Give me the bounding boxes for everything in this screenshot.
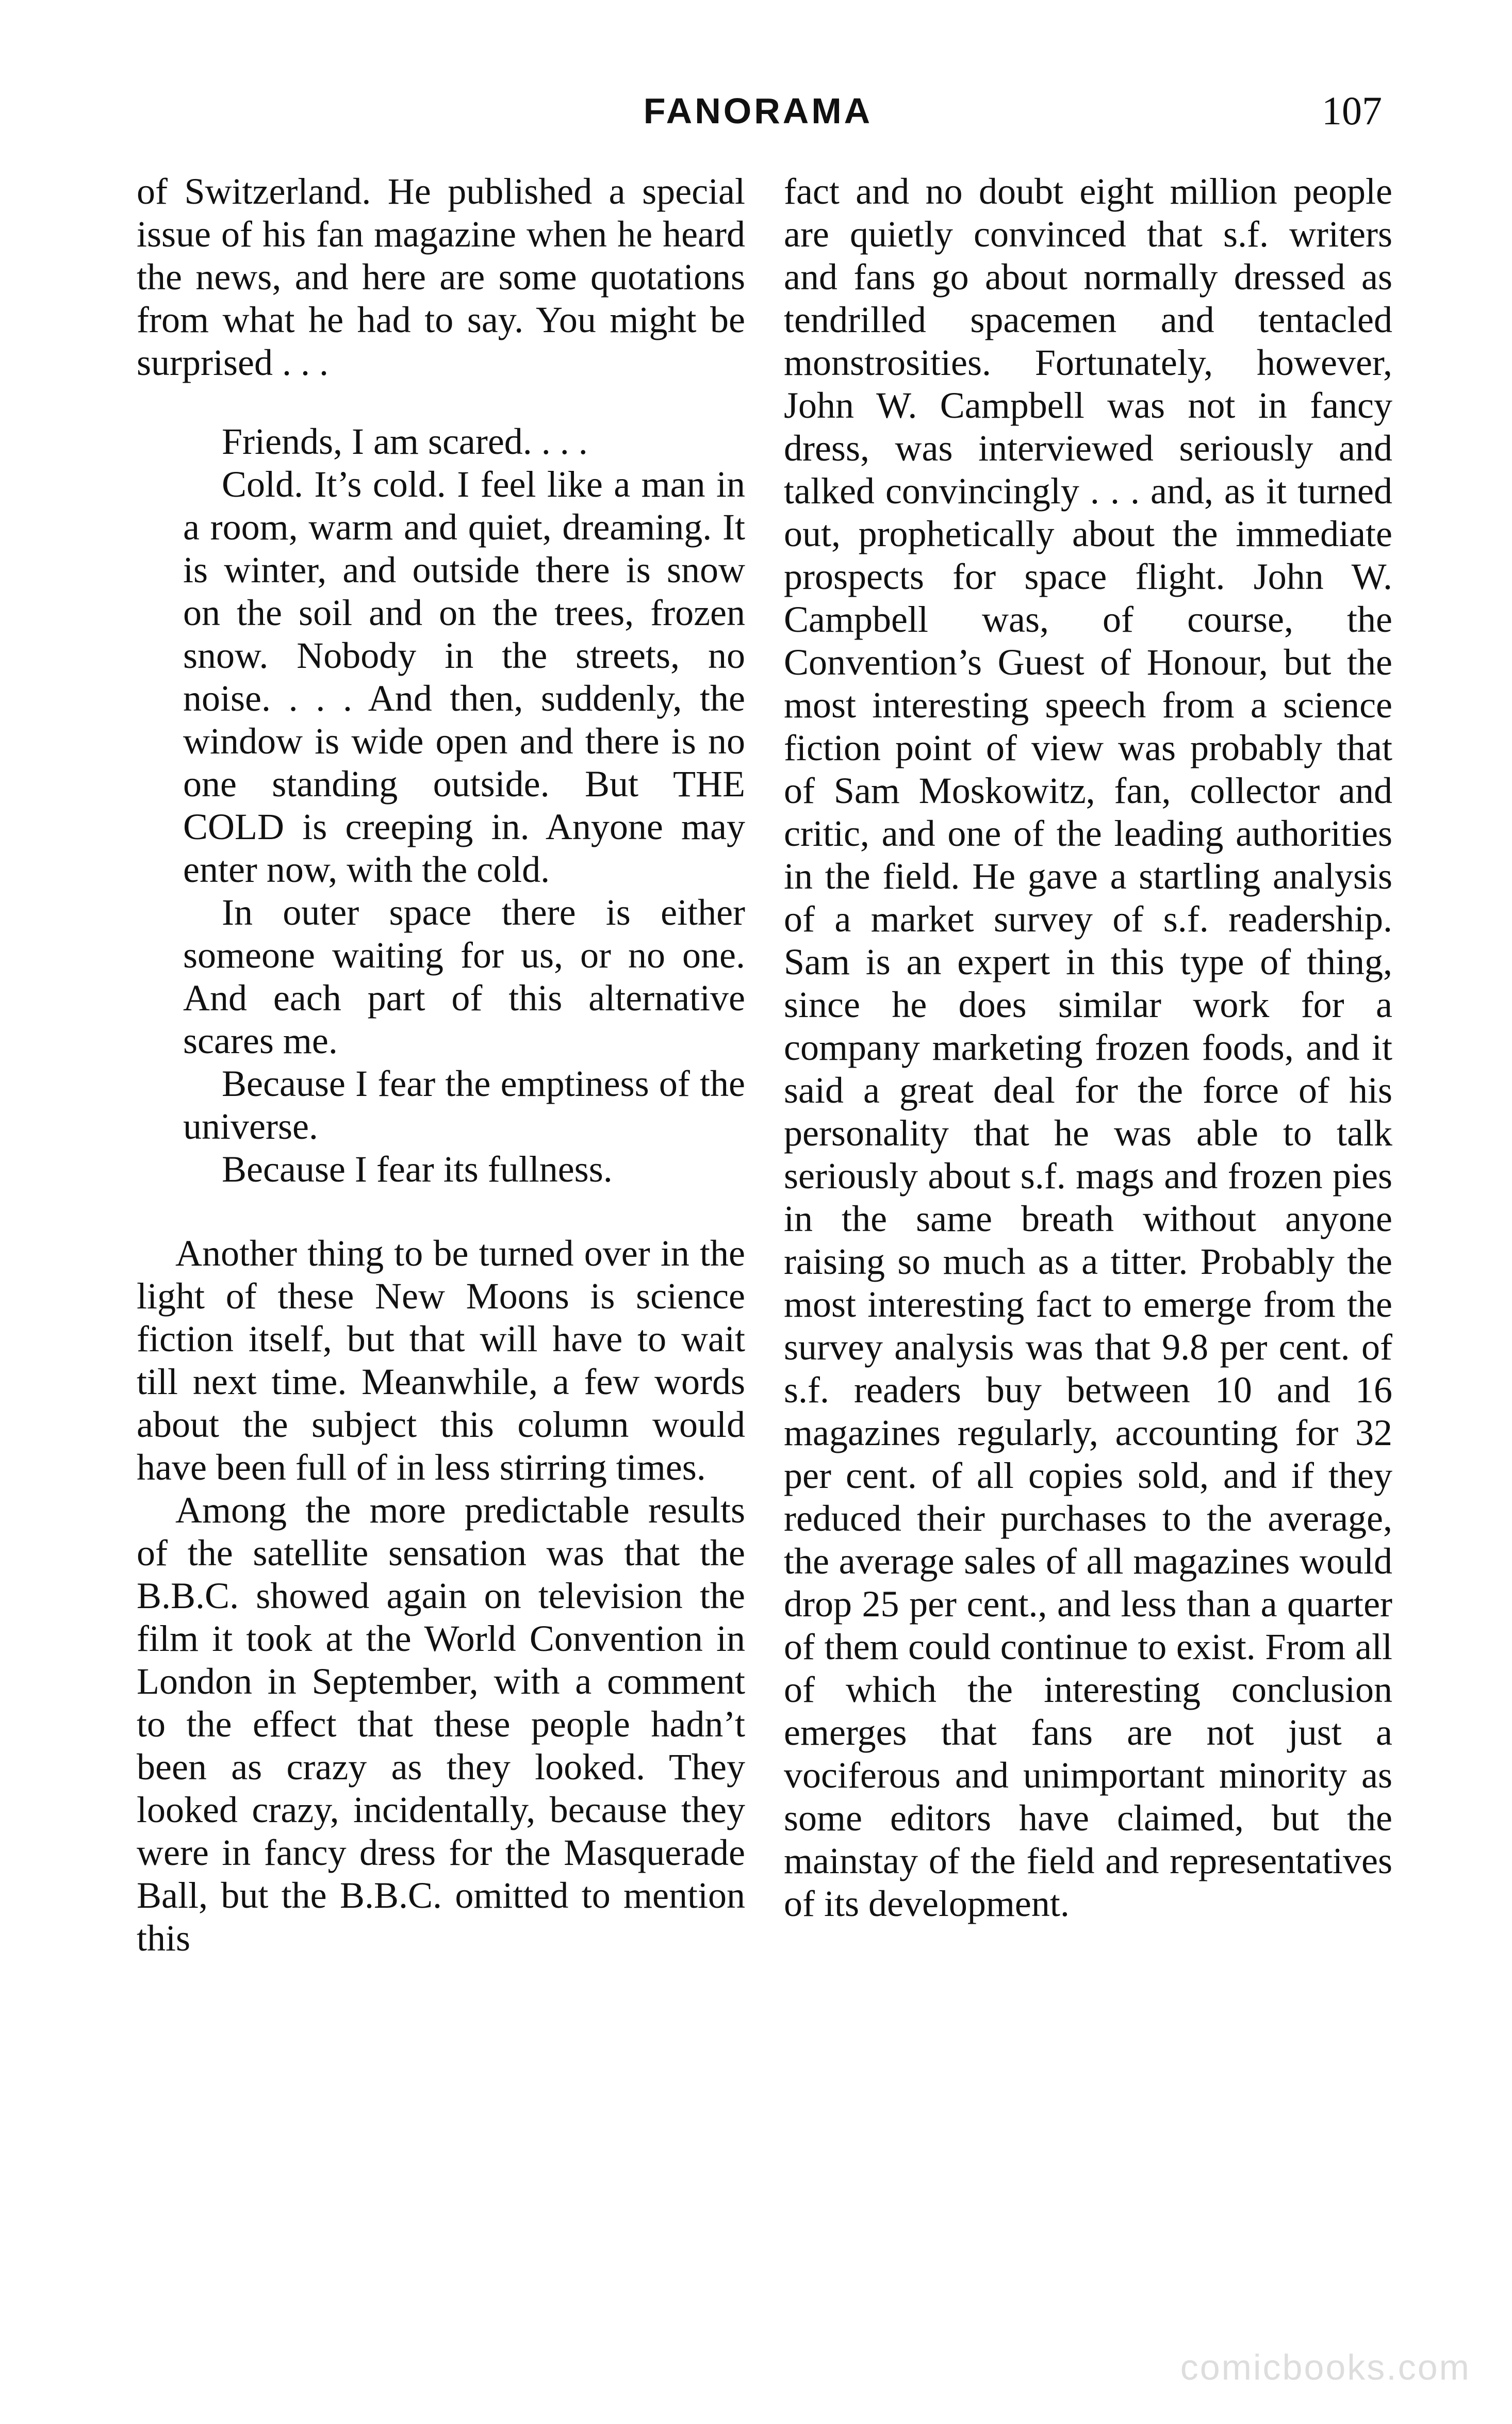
quote-paragraph-5: Because I fear its fullness. <box>222 1149 613 1190</box>
quote-line-1: Friends, I am scared. . . . <box>222 421 588 462</box>
quote-paragraph-3: In outer space there is either someone waiting for us, or no one. And each part of this alternative scares me. <box>183 892 745 1061</box>
new-moons-paragraph: Another thing to be turned over in the light of these New Moons is science fiction itself, but that will have to wait till next time. Meanwhile, a few words about the subject this column would have been full of in less stirring times. <box>137 1233 745 1488</box>
site-watermark: comicbooks.com <box>1180 2347 1471 2387</box>
page-header <box>134 83 1382 139</box>
block-quote <box>137 420 745 1191</box>
page-number: 107 <box>1322 88 1382 133</box>
quote-paragraph-2: Cold. It’s cold. I feel like a man in a room, warm and quiet, dreaming. It is winter, and outside there is snow on the soil and on the trees, frozen snow. Nobody in the streets, no noise. . . . And then, suddenly, the window is wide open and there is no one standing outside. But THE COLD is creeping in. Anyone may enter now, with the cold. <box>183 464 745 890</box>
intro-paragraph: of Switzerland. He published a special issue of his fan magazine when he heard the news, and here are some quotations from what he had to say. You might be surprised . . . <box>137 171 745 383</box>
right-column-paragraph: fact and no doubt eight million people are quietly convinced that s.f. writers and fans go about normally dressed as tendrilled spacemen and tentacled monstrosities. Fortunately, however, John W. Campbell was not in fancy dress, was interviewed seriously and talked convincingly . . . and, as it turned out, prophetically about the immediate prospects for space flight. John W. Campbell was, of course, the Convention’s Guest of Honour, but the most interesting speech from a science fiction point of view was probably that of Sam Moskowitz, fan, collector and critic, and one of the leading authorities in the field. He gave a startling analysis of a market survey of s.f. readership. Sam is an expert in this type of thing, since he does similar work for a company marketing frozen foods, and it said a great deal for the force of his personality that he was able to talk seriously about s.f. mags and frozen pies in the same breath without anyone raising so much as a titter. Probably the most interesting fact to emerge from the survey analysis was that 9.8 per cent. of s.f. readers buy between 10 and 16 magazines regularly, accounting for 32 per cent. of all copies sold, and if they reduced their purchases to the average, the average sales of all magazines would drop 25 per cent., and less than a quarter of them could continue to exist. From all of which the interesting conclusion emerges that fans are not just a vociferous and unimportant minority as some editors have claimed, but the mainstay of the field and representatives of its development. <box>784 171 1392 1924</box>
quote-paragraph-4: Because I fear the emptiness of the universe. <box>183 1063 745 1147</box>
left-column <box>137 170 745 1960</box>
right-column <box>784 170 1392 1925</box>
running-head: FANORAMA <box>643 91 873 131</box>
satellite-paragraph: Among the more predictable results of the satellite sensation was that the B.B.C. showed again on television the film it took at the World Convention in London in September, with a comment to the effect that these people hadn’t been as crazy as they looked. They looked crazy, incidentally, because they were in fancy dress for the Masquerade Ball, but the B.B.C. omitted to mention this <box>137 1489 745 1959</box>
